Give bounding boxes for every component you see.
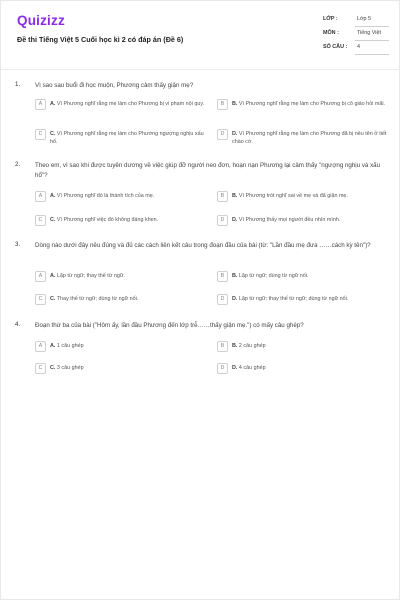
option-label: Lặp từ ngữ; thay thế từ ngữ; dùng từ ngữ nối. [238,296,349,302]
option-text [50,342,210,350]
question-text: Theo em, vì sao khi được tuyên dương về việc giúp đỡ người neo đơn, hoạn nạn Phương lại cảm thấy "ngượng nghịu và xấu hổ"? [35,162,381,179]
option-label: Vì Phương nghĩ rằng mẹ làm cho Phương bị vi phạm nội quy. [56,101,205,107]
option-letter: C [35,363,46,374]
option-key: D. [232,365,238,371]
meta-value: Tiếng Việt [357,30,381,36]
meta-value: Lớp 5 [357,16,372,22]
option-key: A. [50,343,56,349]
option-letter: A [35,341,46,352]
question-number: 2. [15,161,21,168]
option-text [232,272,392,280]
option-text [50,272,210,280]
option-text [232,216,392,224]
meta-label: LỚP : [323,16,338,22]
meta-label: SỐ CÂU : [323,44,348,50]
option-letter: A [35,271,46,282]
option-label: 4 câu ghép [238,365,266,371]
meta-row-subject [317,27,389,41]
option-letter: A [35,191,46,202]
worksheet-title: Đề thi Tiếng Việt 5 Cuối học kì 2 có đáp án (Đề 6) [17,35,184,44]
option-label: Lặp từ ngữ; thay thế từ ngữ. [56,273,125,279]
option-key: A. [50,193,56,199]
option-text [50,216,210,224]
option-key: A. [50,101,56,107]
question-number: 4. [15,321,21,328]
option-label: Vì Phương nghĩ việc đó không đáng khen. [56,217,159,223]
option-letter: B [217,341,228,352]
meta-row-count [317,41,389,55]
option-label: 1 câu ghép [56,343,84,349]
option-letter: B [217,271,228,282]
meta-underline [355,54,389,55]
option-key: C. [50,296,56,302]
option-label: Vì Phương nghĩ đó là thành tích của mẹ. [56,193,155,199]
worksheet-header [1,1,400,63]
option-text [232,192,392,200]
option-text [232,342,392,350]
quizizz-logo: Quizizz [17,13,65,28]
option-key: C. [50,217,56,223]
question-text: Vì sao sau buổi đi học muộn, Phương cảm thấy giận mẹ? [35,82,194,89]
question-number: 1. [15,81,21,88]
option-key: C. [50,365,56,371]
option-text [232,295,392,303]
option-text [232,100,392,108]
option-label: 2 câu ghép [238,343,266,349]
option-key: B. [232,101,238,107]
option-letter: B [217,99,228,110]
question-text: Dòng nào dưới đây nêu đúng và đủ các cách liên kết câu trong đoạn đầu của bài (từ: "Lần đầu mẹ đưa ……cách kỳ tên")? [35,242,371,249]
option-letter: C [35,294,46,305]
question-text: Đoạn thứ ba của bài ("Hôm ấy, lần đầu Phương đến lớp trễ……thấy giận mẹ.") có mấy câu ghép? [35,322,304,329]
option-key: B. [232,343,238,349]
option-letter: D [217,363,228,374]
option-letter: A [35,99,46,110]
option-key: D. [232,131,238,137]
option-letter: D [217,129,228,140]
option-label: Lặp từ ngữ; dùng từ ngữ nối. [238,273,309,279]
meta-row-grade [317,13,389,27]
option-letter: D [217,215,228,226]
meta-value: 4 [357,44,360,50]
option-key: B. [232,193,238,199]
option-text [232,130,392,146]
option-label: 3 câu ghép [56,365,84,371]
option-letter: D [217,294,228,305]
option-letter: C [35,215,46,226]
option-label: Vì Phương thấy mọi người đều nhìn mình. [238,217,341,223]
option-label: Vì Phương nghĩ rằng mẹ làm cho Phương đã bị nêu tên ở tiết chào cờ. [232,131,387,145]
option-text [50,192,210,200]
option-key: C. [50,131,56,137]
option-label: Vì Phương trót nghĩ sai về mẹ và đã giận mẹ. [238,193,348,199]
option-letter: B [217,191,228,202]
option-text [50,295,210,303]
option-text [50,364,210,372]
option-label: Vì Phương nghĩ rằng mẹ làm cho Phương ngượng nghịu xấu hổ. [50,131,204,145]
option-label: Vì Phương nghĩ rằng mẹ làm cho Phương bị cô giáo hỏi mãi. [238,101,386,107]
option-key: D. [232,296,238,302]
meta-info [317,13,389,61]
option-key: A. [50,273,56,279]
option-text [50,130,210,146]
question-number: 3. [15,241,21,248]
option-label: Thay thế từ ngữ; dùng từ ngữ nối. [56,296,139,302]
option-text [232,364,392,372]
meta-label: MÔN : [323,30,339,36]
header-divider [1,69,400,70]
option-key: D. [232,217,238,223]
option-text [50,100,210,108]
option-letter: C [35,129,46,140]
option-key: B. [232,273,238,279]
